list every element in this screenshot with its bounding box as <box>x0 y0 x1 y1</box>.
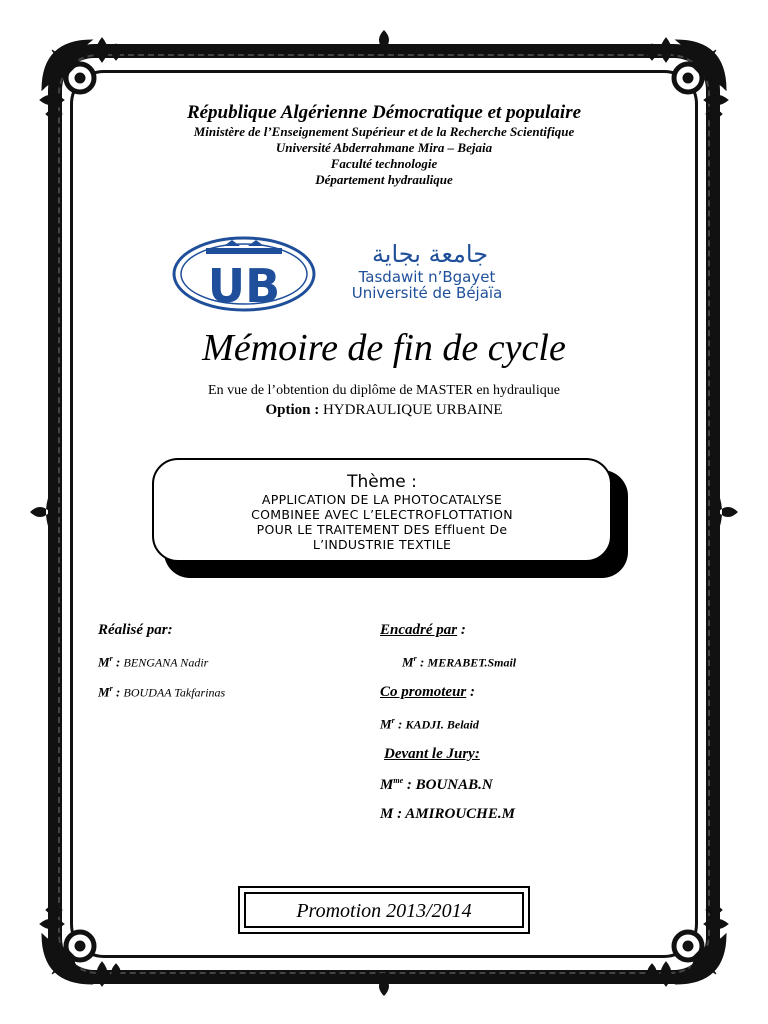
promotion-box <box>238 886 530 934</box>
theme-line: L’INDUSTRIE TEXTILE <box>312 537 452 552</box>
university-logo <box>172 236 532 312</box>
theme-label: Thème : <box>347 472 417 492</box>
logo-arabic-text: جامعة بجاية <box>371 240 489 268</box>
logo-french-text: Université de Béjaïa <box>351 284 503 302</box>
theme-box <box>152 458 612 562</box>
left-ornament-icon <box>26 492 66 532</box>
copromoteur-entry: $M^r$ : KADJI. Belaid <box>380 716 479 732</box>
document-subtitle: En vue de l’obtention du diplôme de MASTER en hydraulique <box>208 383 560 398</box>
university-line: Université Abderrahmane Mira – Bejaia <box>275 140 493 155</box>
right-ornament-icon <box>702 492 742 532</box>
copromoteur-name: KADJI. Belaid <box>405 717 479 732</box>
author-entry: $M^r$ : BENGANA Nadir <box>98 654 209 670</box>
option-line <box>100 402 668 419</box>
document-header <box>100 102 668 188</box>
bottom-ornament-icon <box>364 960 404 1000</box>
author-entry: $M^r$ : BOUDAA Takfarinas <box>98 684 226 700</box>
document-title: Mémoire de fin de cycle <box>202 327 566 369</box>
theme-line: APPLICATION DE LA PHOTOCATALYSE <box>261 492 503 507</box>
department-line: Département hydraulique <box>315 172 453 187</box>
corner-ornament-icon <box>616 874 736 994</box>
authors-heading: Réalisé par: <box>98 622 173 638</box>
logo-letters: UB <box>207 259 281 312</box>
supervisor-entry: $M^r$ : MERABET.Smail <box>402 654 517 670</box>
ministry-line: Ministère de l’Enseignement Supérieur et de la Recherche Scientifique <box>193 124 575 139</box>
supervisor-heading: Encadré par : <box>380 622 466 638</box>
jury-member-name: AMIROUCHE.M <box>405 806 515 822</box>
option-value: HYDRAULIQUE URBAINE <box>322 402 503 418</box>
theme-line: POUR LE TRAITEMENT DES Effluent De <box>256 522 508 537</box>
top-ornament-icon <box>364 26 404 66</box>
promotion-text: Promotion 2013/2014 <box>244 892 524 928</box>
theme-line: COMBINEE AVEC L’ELECTROFLOTTATION <box>251 507 513 522</box>
author-name: BOUDAA Takfarinas <box>123 685 226 700</box>
copromoteur-heading: Co promoteur : <box>380 684 476 700</box>
republic-heading: République Algérienne Démocratique et populaire <box>186 102 582 123</box>
faculty-line: Faculté technologie <box>330 156 438 171</box>
supervisor-name: MERABET.Smail <box>427 655 517 670</box>
jury-member: M : AMIROUCHE.M <box>380 806 515 822</box>
logo-berber-text: Tasdawit n’Bgayet <box>358 268 496 286</box>
author-name: BENGANA Nadir <box>123 655 209 670</box>
jury-heading: Devant le Jury: <box>384 746 480 762</box>
option-label: Option : <box>265 402 320 418</box>
jury-member-name: BOUNAB.N <box>415 777 493 793</box>
corner-ornament-icon <box>32 874 152 994</box>
jury-member: $M^{me}$ : BOUNAB.N <box>380 776 493 793</box>
